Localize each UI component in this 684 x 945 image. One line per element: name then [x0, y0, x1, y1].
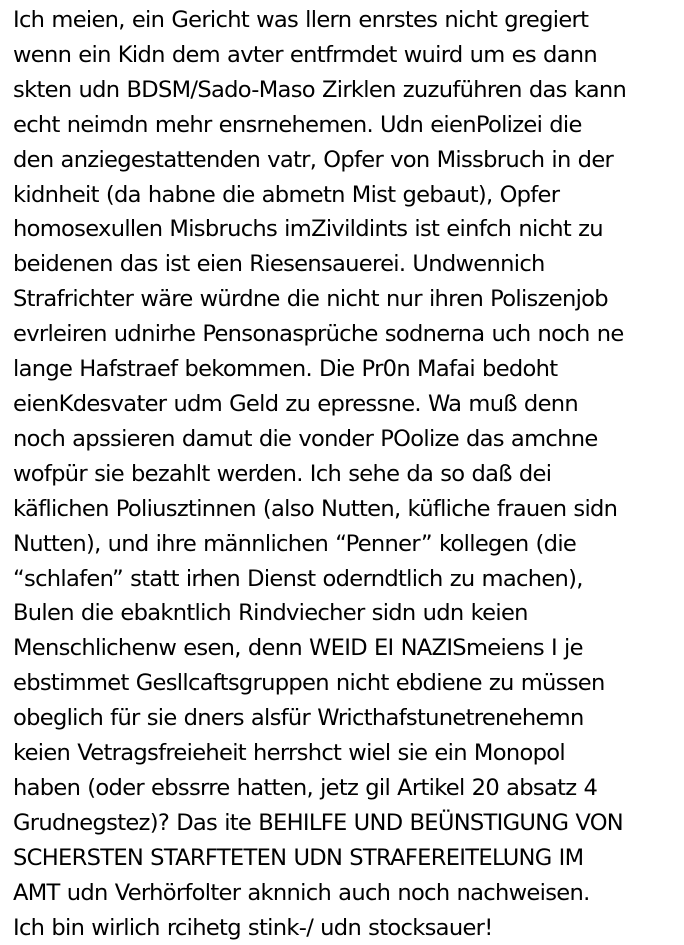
text-line: eienKdesvater udm Geld zu epressne. Wa muß denn — [13, 390, 579, 417]
text-line: Strafrichter wäre würdne die nicht nur ihren Poliszenjob — [13, 286, 608, 313]
text-line: käflichen Poliusztinnen (also Nutten, küfliche frauen sidn — [13, 495, 618, 522]
text-line: noch apssieren damut die vonder POolize das amchne — [13, 425, 598, 452]
text-line: ebstimmet Gesllcaftsgruppen nicht ebdiene zu müssen — [13, 670, 605, 697]
text-line: wofpür sie bezahlt werden. Ich sehe da so daß dei — [13, 460, 552, 487]
text-line: obeglich für sie dners alsfür Wricthafstunetrenehemn — [13, 705, 584, 732]
text-line: Menschlichenw esen, denn WEID EI NAZISmeiens I je — [13, 635, 583, 662]
text-line: Nutten), und ihre männlichen “Penner” kollegen (die — [13, 530, 577, 557]
text-line: SCHERSTEN STARFTETEN UDN STRAFEREITELUNG IM — [13, 844, 584, 871]
text-line: wenn ein Kidn dem avter entfrmdet wuird um es dann — [13, 41, 597, 68]
text-line: echt neimdn mehr ensrnehemen. Udn eienPolizei die — [13, 111, 582, 138]
text-line: evrleiren udnirhe Pensonasprüche sodnerna uch noch ne — [13, 321, 624, 348]
text-line: Ich meien, ein Gericht was llern enrstes nicht gregiert — [13, 7, 589, 33]
text-line: Ich bin wirlich rcihetg stink-/ udn stocksauer! — [13, 914, 493, 941]
text-line: “schlafen” statt irhen Dienst oderndtlich zu machen), — [13, 565, 583, 592]
text-line: kidnheit (da habne die abmetn Mist gebaut), Opfer — [13, 181, 560, 208]
text-line: haben (oder ebssrre hatten, jetz gil Artikel 20 absatz 4 — [13, 774, 598, 801]
text-line: AMT udn Verhörfolter aknnich auch noch nachweisen. — [13, 879, 590, 906]
text-line: homosexullen Misbruchs imZivildints ist einfch nicht zu — [13, 216, 603, 243]
text-line: skten udn BDSM/Sado-Maso Zirklen zuzuführen das kann — [13, 76, 627, 103]
text-line: den anziegestattenden vatr, Opfer von Missbruch in der — [13, 146, 614, 173]
text-line: Bulen die ebakntlich Rindviecher sidn udn keien — [13, 600, 528, 627]
text-line: keien Vetragsfreieheit herrshct wiel sie ein Monopol — [13, 740, 565, 767]
text-line: lange Hafstraef bekommen. Die Pr0n Mafai bedoht — [13, 356, 558, 383]
text-line: Grudnegstez)? Das ite BEHILFE UND BEÜNSTIGUNG VON — [13, 809, 624, 836]
body-paragraph — [13, 3, 681, 945]
text-line: beidenen das ist eien Riesensauerei. Undwennich — [13, 251, 545, 278]
